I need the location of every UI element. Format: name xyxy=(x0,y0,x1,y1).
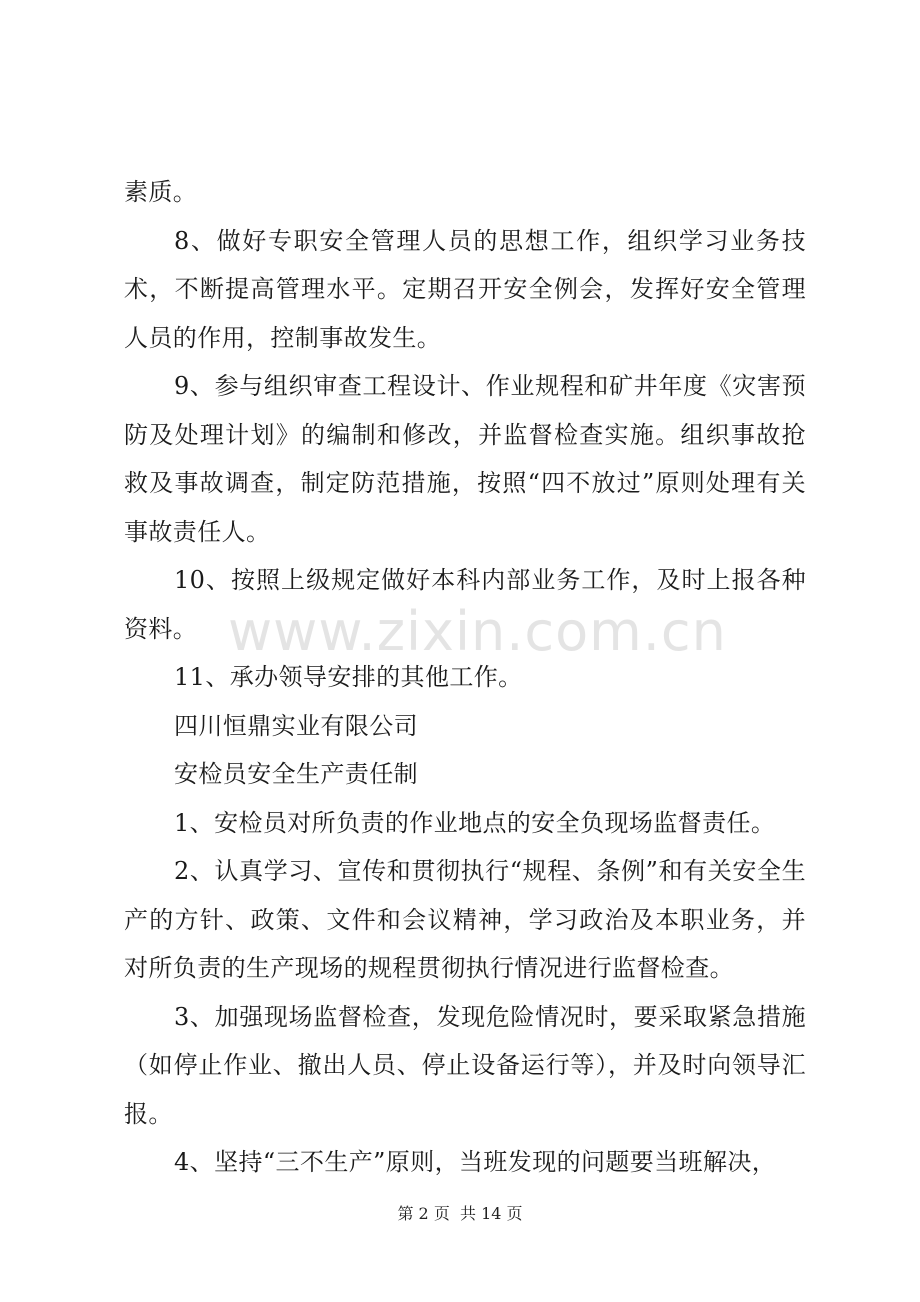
paragraph: 4、坚持“三不生产”原则，当班发现的问题要当班解决， xyxy=(174,1148,777,1176)
paragraph: 10、按照上级规定做好本科内部业务工作，及时上报各种资料。 xyxy=(124,566,806,643)
paragraph: 9、参与组织审查工程设计、作业规程和矿井年度《灾害预防及处理计划》的编制和修改，并监督检查实施。组织事故抢救及事故调查，制定防范措施，按照“四不放过”原则处理有关事故责任人。 xyxy=(124,372,806,546)
paragraph: 素质。 xyxy=(124,178,198,206)
section-title: 安检员安全生产责任制 xyxy=(174,760,418,788)
paragraph: 1、安检员对所负责的作业地点的安全负现场监督责任。 xyxy=(174,808,776,837)
page-footer: 第 2 页 共 14 页 xyxy=(397,1204,523,1223)
paragraph: 8、做好专职安全管理人员的思想工作，组织学习业务技术，不断提高管理水平。定期召开安全例会，发挥好安全管理人员的作用，控制事故发生。 xyxy=(124,226,806,352)
paragraph: 11、承办领导安排的其他工作。 xyxy=(174,663,523,691)
watermark: www.zixin.com.cn xyxy=(228,600,727,663)
company-name: 四川恒鼎实业有限公司 xyxy=(174,711,418,740)
paragraph: 3、加强现场监督检查，发现危险情况时，要采取紧急措施（如停止作业、撤出人员、停止设备运行等），并及时向领导汇报。 xyxy=(124,1002,806,1128)
document-body xyxy=(124,168,806,1187)
paragraph: 2、认真学习、宣传和贯彻执行“规程、条例”和有关安全生产的方针、政策、文件和会议精神，学习政治及本职业务，并对所负责的生产现场的规程贯彻执行情况进行监督检查。 xyxy=(124,857,806,982)
